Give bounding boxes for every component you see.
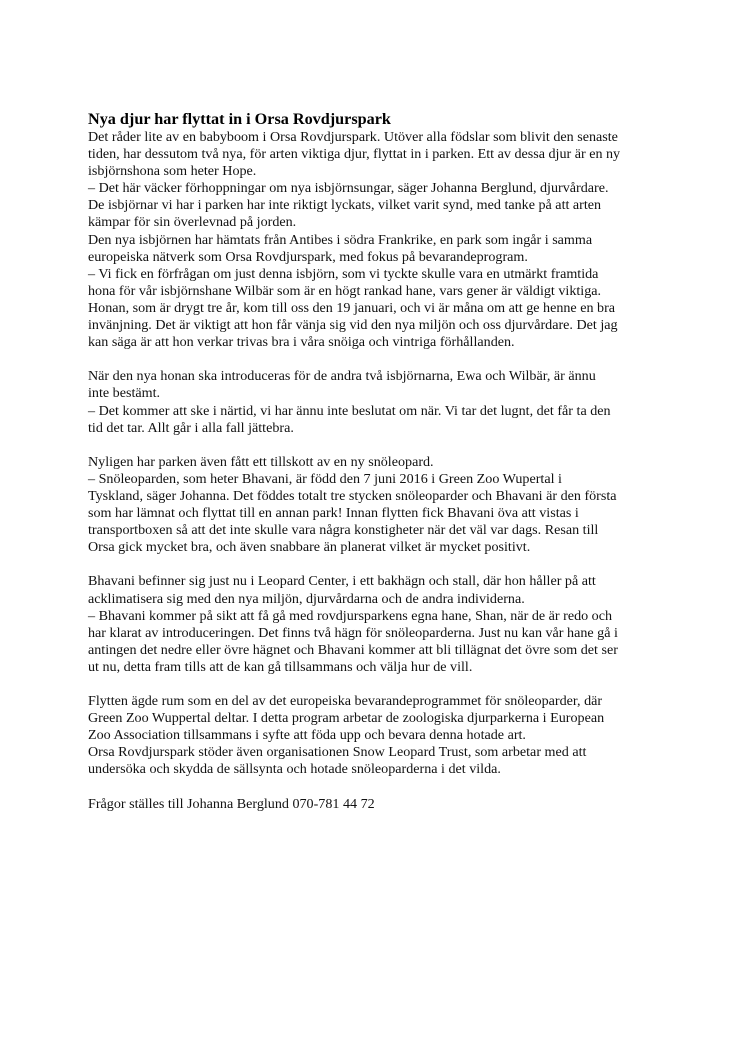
paragraph-gap (88, 779, 668, 796)
text-line: hona för vår isbjörnshane Wilbär som är en högt rankad hane, vars gener är väldigt viktiga. (88, 282, 602, 299)
text-line: tiden, har dessutom två nya, för arten viktiga djur, flyttat in i parken. Ett av dessa djur är en ny (88, 146, 621, 163)
text-line: – Snöleoparden, som heter Bhavani, är född den 7 juni 2016 i Green Zoo Wupertal i (88, 470, 562, 487)
paragraph (88, 573, 668, 676)
text-line: Tyskland, säger Johanna. Det föddes totalt tre stycken snöleoparder och Bhavani är den första (88, 487, 617, 504)
text-line: Orsa Rovdjurspark stöder även organisationen Snow Leopard Trust, som arbetar med att (88, 744, 587, 761)
text-line: Green Zoo Wuppertal deltar. I detta program arbetar de zoologiska djurparkerna i European (88, 710, 605, 727)
paragraph (88, 796, 668, 813)
text-line: När den nya honan ska introduceras för de andra två isbjörnarna, Ewa och Wilbär, är ännu (88, 368, 596, 385)
text-line: De isbjörnar vi har i parken har inte riktigt lyckats, vilket varit synd, med tanke på att arten (88, 197, 602, 214)
text-line: inte bestämt. (88, 385, 161, 402)
paragraph (88, 368, 668, 436)
text-line: – Vi fick en förfrågan om just denna isbjörn, som vi tyckte skulle vara en utmärkt framtida (88, 265, 599, 282)
text-line: Frågor ställes till Johanna Berglund 070-781 44 72 (88, 795, 375, 812)
text-line: Den nya isbjörnen har hämtats från Antibes i södra Frankrike, en park som ingår i samma (88, 231, 593, 248)
paragraph (88, 693, 668, 778)
paragraph-gap (88, 676, 668, 693)
text-line: kämpar för sin överlevnad på jorden. (88, 214, 297, 231)
paragraph-gap (88, 437, 668, 454)
text-line: tid det tar. Allt går i alla fall jättebra. (88, 419, 294, 436)
article-paragraphs (88, 129, 668, 813)
text-line: undersöka och skydda de sällsynta och hotade snöleoparderna i det vilda. (88, 761, 501, 778)
paragraph (88, 454, 668, 557)
text-line: acklimatisera sig med den nya miljön, djurvårdarna och de andra individerna. (88, 590, 525, 607)
text-line: Orsa gick mycket bra, och även snabbare än planerat vilket är mycket positivt. (88, 539, 531, 556)
text-line: har klarat av introduceringen. Det finns två hägn för snöleoparderna. Just nu kan vår hane gå i (88, 624, 618, 641)
article-title: Nya djur har flyttat in i Orsa Rovdjurspark (88, 110, 391, 128)
text-line: invänjning. Det är viktigt att hon får vänja sig vid den nya miljön och oss djurvårdare. Det jag (88, 317, 618, 334)
paragraph-gap (88, 556, 668, 573)
text-line: Nyligen har parken även fått ett tillskott av en ny snöleopard. (88, 453, 434, 470)
text-line: isbjörnshona som heter Hope. (88, 163, 257, 180)
text-line: – Det här väcker förhoppningar om nya isbjörnsungar, säger Johanna Berglund, djurvårdare. (88, 180, 609, 197)
text-line: – Bhavani kommer på sikt att få gå med rovdjursparkens egna hane, Shan, när de är redo och (88, 607, 613, 624)
paragraph-gap (88, 351, 668, 368)
paragraph (88, 129, 668, 351)
text-line: Det råder lite av en babyboom i Orsa Rovdjurspark. Utöver alla födslar som blivit den senaste (88, 129, 618, 145)
text-line: antingen det nedre eller övre hägnet och Bhavani kommer att bli tillägnat det övre som det ser (88, 641, 618, 658)
text-line: Bhavani befinner sig just nu i Leopard Center, i ett bakhägn och stall, där hon håller på att (88, 573, 596, 590)
text-line: ut nu, detta fram tills att de kan gå tillsammans och välja hur de vill. (88, 658, 473, 675)
text-line: transportboxen så att det inte skulle vara några konstigheter när det väl var dags. Resan till (88, 522, 599, 539)
text-line: kan säga är att hon verkar trivas bra i våra snöiga och vintriga förhållanden. (88, 334, 515, 351)
text-line: – Det kommer att ske i närtid, vi har ännu inte beslutat om när. Vi tar det lugnt, det får ta den (88, 402, 611, 419)
text-line: Flytten ägde rum som en del av det europeiska bevarandeprogrammet för snöleoparder, där (88, 693, 603, 710)
text-line: europeiska nätverk som Orsa Rovdjurspark, med fokus på bevarandeprogram. (88, 248, 528, 265)
article-body (88, 110, 668, 813)
text-line: som har lämnat och flyttat till en annan park! Innan flytten fick Bhavani öva att vistas i (88, 505, 579, 522)
text-line: Honan, som är drygt tre år, kom till oss den 19 januari, och vi är måna om att ge henne en bra (88, 299, 616, 316)
text-line: Zoo Association tillsammans i syfte att föda upp och bevara denna hotade art. (88, 727, 526, 744)
